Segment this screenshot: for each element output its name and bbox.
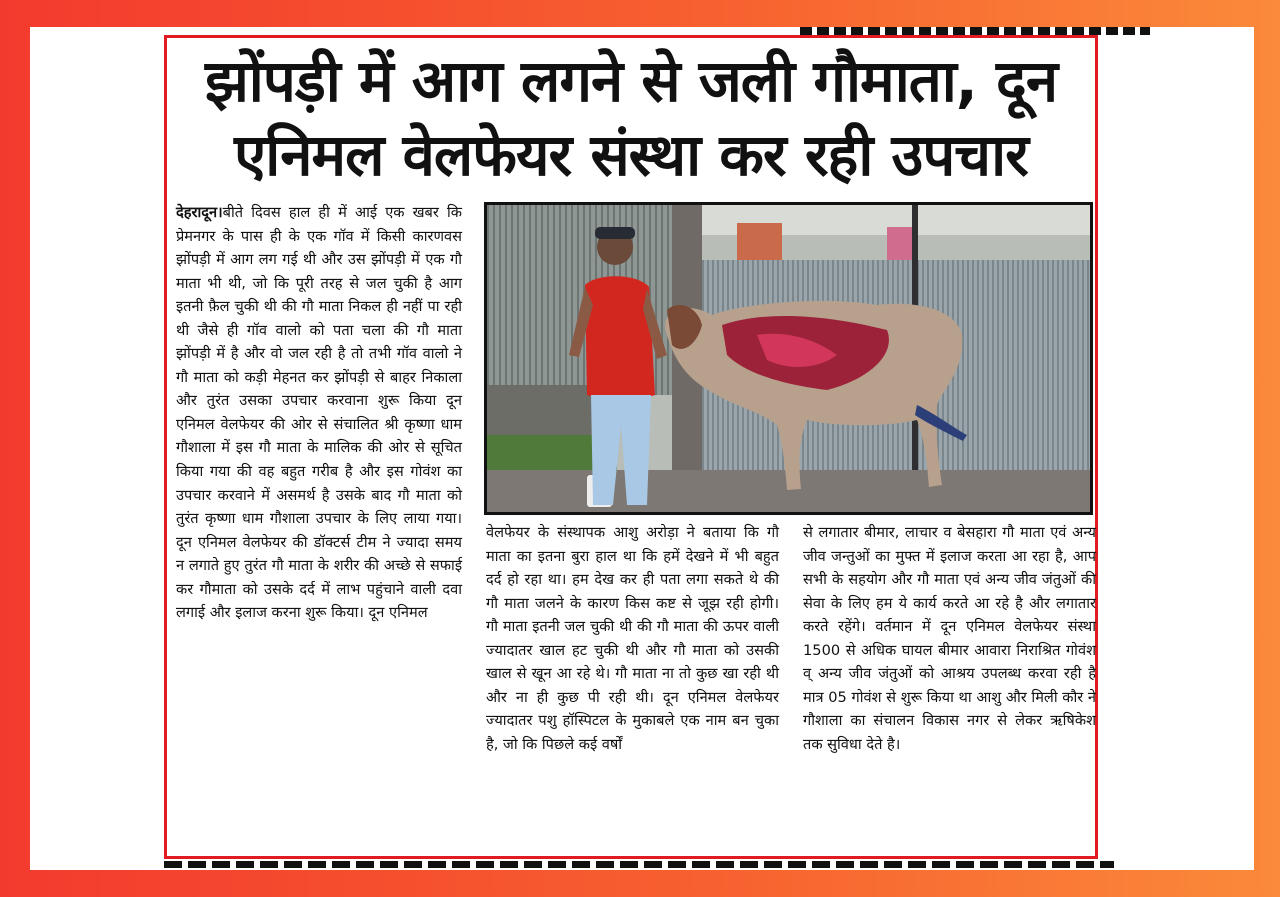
headline-line-1: झोंपड़ी में आग लगने से जली गौमाता, दून xyxy=(204,47,1058,115)
headline-line-2: एनिमल वेलफेयर संस्था कर रही उपचार xyxy=(234,121,1028,189)
news-clipping xyxy=(164,35,1098,859)
column-1-text: बीते दिवस हाल ही में आई एक खबर कि प्रेमनगर के पास ही के एक गॉव में किसी कारणवस झोंपड़ी में आग लग गई थी और उस झोंपड़ी में एक गौ माता भी थी, जो कि पूरी तरह से जल चुकी है आग इतनी फ़ैल चुकी थी की गौ माता निकल ही नहीं पा रही थी जैसे ही गॉव वालो को पता चला की गौ माता झोंपड़ी में है और वो जल रही है तो तभी गॉव वालो ने गौ माता को कड़ी मेहनत कर झोंपड़ी से बाहर निकाला और तुरंत उसका उपचार करवाना शुरू किया दून एनिमल वेलफेयर की ओर से संचालित श्री कृष्णा धाम गौशाला में इस गौ माता के मालिक की ओर से सूचित किया गया की वह बहुत गरीब है और इस गोवंश का उपचार करवाने में असमर्थ है उसके बाद गौ माता को तुरंत कृष्णा धाम गौशाला उपचार के लिए लाया गया।दून एनिमल वेलफेयर की डॉक्टर्स टीम ने ज्यादा समय न लगाते हुए तुरंत गौ माता के शरीर की अच्छे से सफाई कर गौमाता को उसके दर्द में लाभ पहुंचाने वाली दवा लगाई और इलाज करना शुरू किया। दून एनिमल xyxy=(176,204,462,622)
headline xyxy=(167,44,1095,192)
article-column-1 xyxy=(176,201,462,625)
article-column-3: से लगातार बीमार, लाचार व बेसहारा गौ माता एवं अन्य जीव जन्तुओं का मुफ्त में इलाज करता आ रहा है, आप सभी के सहयोग और गौ माता एवं अन्य जीव जंतुओं की सेवा के लिए हम ये कार्य करते आ रहे है और लगातार करते रहेंगे। वर्तमान में दून एनिमल वेलफेयर संस्था 1500 से अधिक घायल बीमार आवारा निराश्रित गोवंश व् अन्य जीव जंतुओं को आश्रय उपलब्ध करवा रही है मात्र 05 गोवंश से शुरू किया था आशु और मिली कौर ने गौशाला का संचालन विकास नगर से लेकर ऋषिकेश तक सुविधा देते है। xyxy=(803,524,1096,753)
top-dashed-rule xyxy=(800,27,1150,35)
dateline: देहरादून। xyxy=(176,204,223,221)
newspaper-page xyxy=(30,27,1254,870)
article-column-2: वेलफेयर के संस्थापक आशु अरोड़ा ने बताया कि गौ माता का इतना बुरा हाल था कि हमें देखने में भी बहुत दर्द हो रहा था। हम देख कर ही पता लगा सकते थे की गौ माता जलने के कारण किस कष्ट से जूझ रही होगी। गौ माता इतनी जल चुकी थी की गौ माता की ऊपर वाली ज्यादातर खाल हट चुकी थी और गौ माता को उसकी खाल से खून आ रहे थे। गौ माता ना तो कुछ खा रही थी और ना ही कुछ पी रही थी। दून एनिमल वेलफेयर ज्यादातर पशु हॉस्पिटल के मुकाबले एक नाम बन चुका है, जो कि पिछले कई वर्षों xyxy=(486,524,779,753)
news-photo xyxy=(484,202,1093,515)
bottom-dashed-rule xyxy=(164,861,1114,868)
photo-illustration xyxy=(487,205,1090,512)
